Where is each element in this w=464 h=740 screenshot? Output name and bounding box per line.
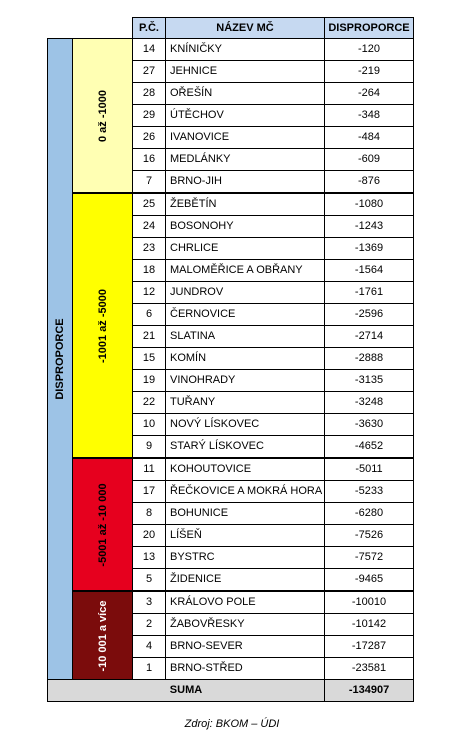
header-value: DISPROPORCE — [325, 18, 414, 39]
disproportion-table — [47, 17, 414, 702]
side-label: DISPROPORCE — [54, 318, 66, 400]
group-label-cell — [73, 193, 133, 458]
row-pc: 17 — [133, 481, 166, 503]
row-value: -4652 — [325, 436, 414, 459]
row-name: LÍŠEŇ — [166, 525, 325, 547]
row-pc: 20 — [133, 525, 166, 547]
row-value: -264 — [325, 83, 414, 105]
row-pc: 25 — [133, 193, 166, 216]
row-value: -1080 — [325, 193, 414, 216]
header-row — [48, 18, 414, 39]
row-name: BYSTRC — [166, 547, 325, 569]
row-value: -3630 — [325, 414, 414, 436]
row-value: -7572 — [325, 547, 414, 569]
row-value: -5233 — [325, 481, 414, 503]
row-pc: 13 — [133, 547, 166, 569]
row-value: -6280 — [325, 503, 414, 525]
sum-label: SUMA — [48, 680, 325, 702]
row-value: -1369 — [325, 238, 414, 260]
group-label: -10 001 a více — [96, 600, 109, 671]
row-value: -3248 — [325, 392, 414, 414]
row-name: STARÝ LÍSKOVEC — [166, 436, 325, 459]
row-name: KRÁLOVO POLE — [166, 591, 325, 614]
row-value: -1243 — [325, 216, 414, 238]
row-name: OŘEŠÍN — [166, 83, 325, 105]
row-value: -5011 — [325, 458, 414, 481]
row-value: -1564 — [325, 260, 414, 282]
row-pc: 10 — [133, 414, 166, 436]
row-value: -10010 — [325, 591, 414, 614]
sum-value: -134907 — [325, 680, 414, 702]
row-name: ÚTĚCHOV — [166, 105, 325, 127]
row-value: -9465 — [325, 569, 414, 592]
row-pc: 19 — [133, 370, 166, 392]
table-row — [48, 458, 414, 481]
row-pc: 14 — [133, 39, 166, 61]
side-label-cell — [48, 39, 73, 680]
row-pc: 21 — [133, 326, 166, 348]
row-value: -348 — [325, 105, 414, 127]
row-value: -219 — [325, 61, 414, 83]
row-pc: 3 — [133, 591, 166, 614]
row-name: MEDLÁNKY — [166, 149, 325, 171]
row-pc: 8 — [133, 503, 166, 525]
row-name: ČERNOVICE — [166, 304, 325, 326]
group-label-cell — [73, 591, 133, 680]
row-name: BOSONOHY — [166, 216, 325, 238]
group-label-cell — [73, 39, 133, 194]
row-pc: 16 — [133, 149, 166, 171]
row-name: BOHUNICE — [166, 503, 325, 525]
disproportion-table-wrapper — [47, 17, 414, 702]
row-value: -2596 — [325, 304, 414, 326]
group-label: -1001 až -5000 — [96, 288, 109, 363]
row-name: ŽIDENICE — [166, 569, 325, 592]
row-value: -1761 — [325, 282, 414, 304]
row-pc: 18 — [133, 260, 166, 282]
row-name: MALOMĚŘICE A OBŘANY — [166, 260, 325, 282]
row-value: -876 — [325, 171, 414, 194]
group-label-cell — [73, 458, 133, 591]
row-name: KOMÍN — [166, 348, 325, 370]
row-name: IVANOVICE — [166, 127, 325, 149]
row-name: VINOHRADY — [166, 370, 325, 392]
row-name: ŘEČKOVICE A MOKRÁ HORA — [166, 481, 325, 503]
row-value: -2888 — [325, 348, 414, 370]
row-name: SLATINA — [166, 326, 325, 348]
row-pc: 22 — [133, 392, 166, 414]
header-name: NÁZEV MČ — [166, 18, 325, 39]
row-value: -609 — [325, 149, 414, 171]
header-corner — [48, 18, 133, 39]
row-name: JEHNICE — [166, 61, 325, 83]
row-value: -484 — [325, 127, 414, 149]
table-row — [48, 193, 414, 216]
table-body — [48, 39, 414, 702]
row-name: TUŘANY — [166, 392, 325, 414]
row-pc: 28 — [133, 83, 166, 105]
group-label: 0 až -1000 — [96, 89, 109, 142]
row-pc: 4 — [133, 636, 166, 658]
row-pc: 12 — [133, 282, 166, 304]
row-pc: 9 — [133, 436, 166, 459]
row-name: BRNO-STŘED — [166, 658, 325, 680]
source-note: Zdroj: BKOM – ÚDI — [184, 718, 280, 730]
table-row — [48, 591, 414, 614]
row-value: -120 — [325, 39, 414, 61]
row-pc: 11 — [133, 458, 166, 481]
row-value: -23581 — [325, 658, 414, 680]
row-name: BRNO-JIH — [166, 171, 325, 194]
sum-row — [48, 680, 414, 702]
row-pc: 24 — [133, 216, 166, 238]
row-pc: 23 — [133, 238, 166, 260]
row-pc: 1 — [133, 658, 166, 680]
row-name: ŽEBĚTÍN — [166, 193, 325, 216]
row-pc: 6 — [133, 304, 166, 326]
row-name: JUNDROV — [166, 282, 325, 304]
table-row — [48, 39, 414, 61]
row-value: -7526 — [325, 525, 414, 547]
row-value: -17287 — [325, 636, 414, 658]
row-name: NOVÝ LÍSKOVEC — [166, 414, 325, 436]
row-value: -3135 — [325, 370, 414, 392]
row-pc: 29 — [133, 105, 166, 127]
row-value: -10142 — [325, 614, 414, 636]
header-pc: P.Č. — [133, 18, 166, 39]
row-pc: 15 — [133, 348, 166, 370]
row-name: CHRLICE — [166, 238, 325, 260]
row-value: -2714 — [325, 326, 414, 348]
group-label: -5001 až -10 000 — [96, 482, 109, 567]
row-name: ŽABOVŘESKY — [166, 614, 325, 636]
row-name: KNÍNIČKY — [166, 39, 325, 61]
row-pc: 26 — [133, 127, 166, 149]
row-pc: 2 — [133, 614, 166, 636]
row-name: BRNO-SEVER — [166, 636, 325, 658]
row-pc: 5 — [133, 569, 166, 592]
row-name: KOHOUTOVICE — [166, 458, 325, 481]
row-pc: 27 — [133, 61, 166, 83]
row-pc: 7 — [133, 171, 166, 194]
